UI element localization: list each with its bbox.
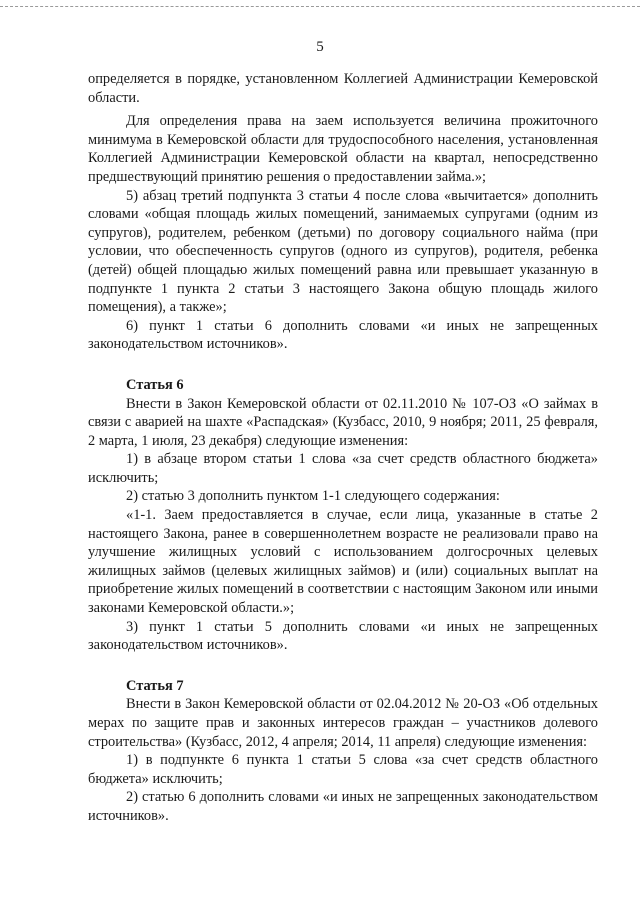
paragraph-spacer xyxy=(88,655,598,677)
paragraph: 2) статью 3 дополнить пунктом 1-1 следующего содержания: xyxy=(126,488,500,505)
paragraph: Внести в Закон Кемеровской области от 02.04.2012 № 20-ОЗ «Об отдельных мерах по защите прав и законных интересов граждан – участников долевого строительства» (Кузбасс, 2012, 4 апреля; 2014, 11 апреля) следующие изменения: xyxy=(88,696,598,750)
paragraph-spacer xyxy=(88,354,598,376)
page-number: 5 xyxy=(316,39,324,55)
paragraph: 1) в абзаце втором статьи 1 слова «за счет средств областного бюджета» исключить; xyxy=(88,451,598,486)
paragraph: 5) абзац третий подпункта 3 статьи 4 после слова «вычитается» дополнить словами «общая площадь жилых помещений, занимаемых супругами (одним из супругов), родителем, ребенком (детьми) по договору социального найма (при условии, что обеспеченность супругов (одного из супругов), родителя, ребенка (детей) общей площадью жилых помещений равна или превышает указанную в подпункте 1 пункта 2 статьи 3 настоящего Закона общую площадь жилого помещения), а также»; xyxy=(88,187,598,316)
paragraph: 1) в подпункте 6 пункта 1 статьи 5 слова «за счет средств областного бюджета» исключить; xyxy=(88,752,598,787)
paragraph: определяется в порядке, установленном Коллегией Администрации Кемеровской области. xyxy=(88,71,598,106)
article-heading: Статья 7 xyxy=(126,677,184,694)
paragraph: 3) пункт 1 статьи 5 дополнить словами «и иных не запрещенных законодательством источников». xyxy=(88,618,598,654)
paragraph: Для определения права на заем используется величина прожиточного минимума в Кемеровской области для трудоспособного населения, установленная Коллегией Администрации Кемеровской области на квартал, непосредственно предшествующий принятию решения о предоставлении займа.»; xyxy=(88,113,598,185)
article-heading: Статья 6 xyxy=(126,376,184,393)
document-body xyxy=(88,70,598,826)
paragraph: 2) статью 6 дополнить словами «и иных не запрещенных законодательством источников». xyxy=(88,789,598,824)
paragraph: «1-1. Заем предоставляется в случае, если лица, указанные в статье 2 настоящего Закона, ранее в совершеннолетнем возрасте не реализовали право на улучшение жилищных условий с использованием долгосрочных целевых жилищных займов (целевых жилищных займов) и (или) социальных выплат на приобретение жилых помещений в соответствии с настоящим Законом или иными законами Кемеровской области.»; xyxy=(88,507,598,617)
paragraph: Внести в Закон Кемеровской области от 02.11.2010 № 107-ОЗ «О займах в связи с аварией на шахте «Распадская» (Кузбасс, 2010, 9 ноября; 2011, 25 февраля, 2 марта, 1 июля, 23 декабря) следующие изменения: xyxy=(88,395,598,449)
paragraph: 6) пункт 1 статьи 6 дополнить словами «и иных не запрещенных законодательством источников». xyxy=(88,317,598,353)
top-scan-line xyxy=(0,6,640,7)
